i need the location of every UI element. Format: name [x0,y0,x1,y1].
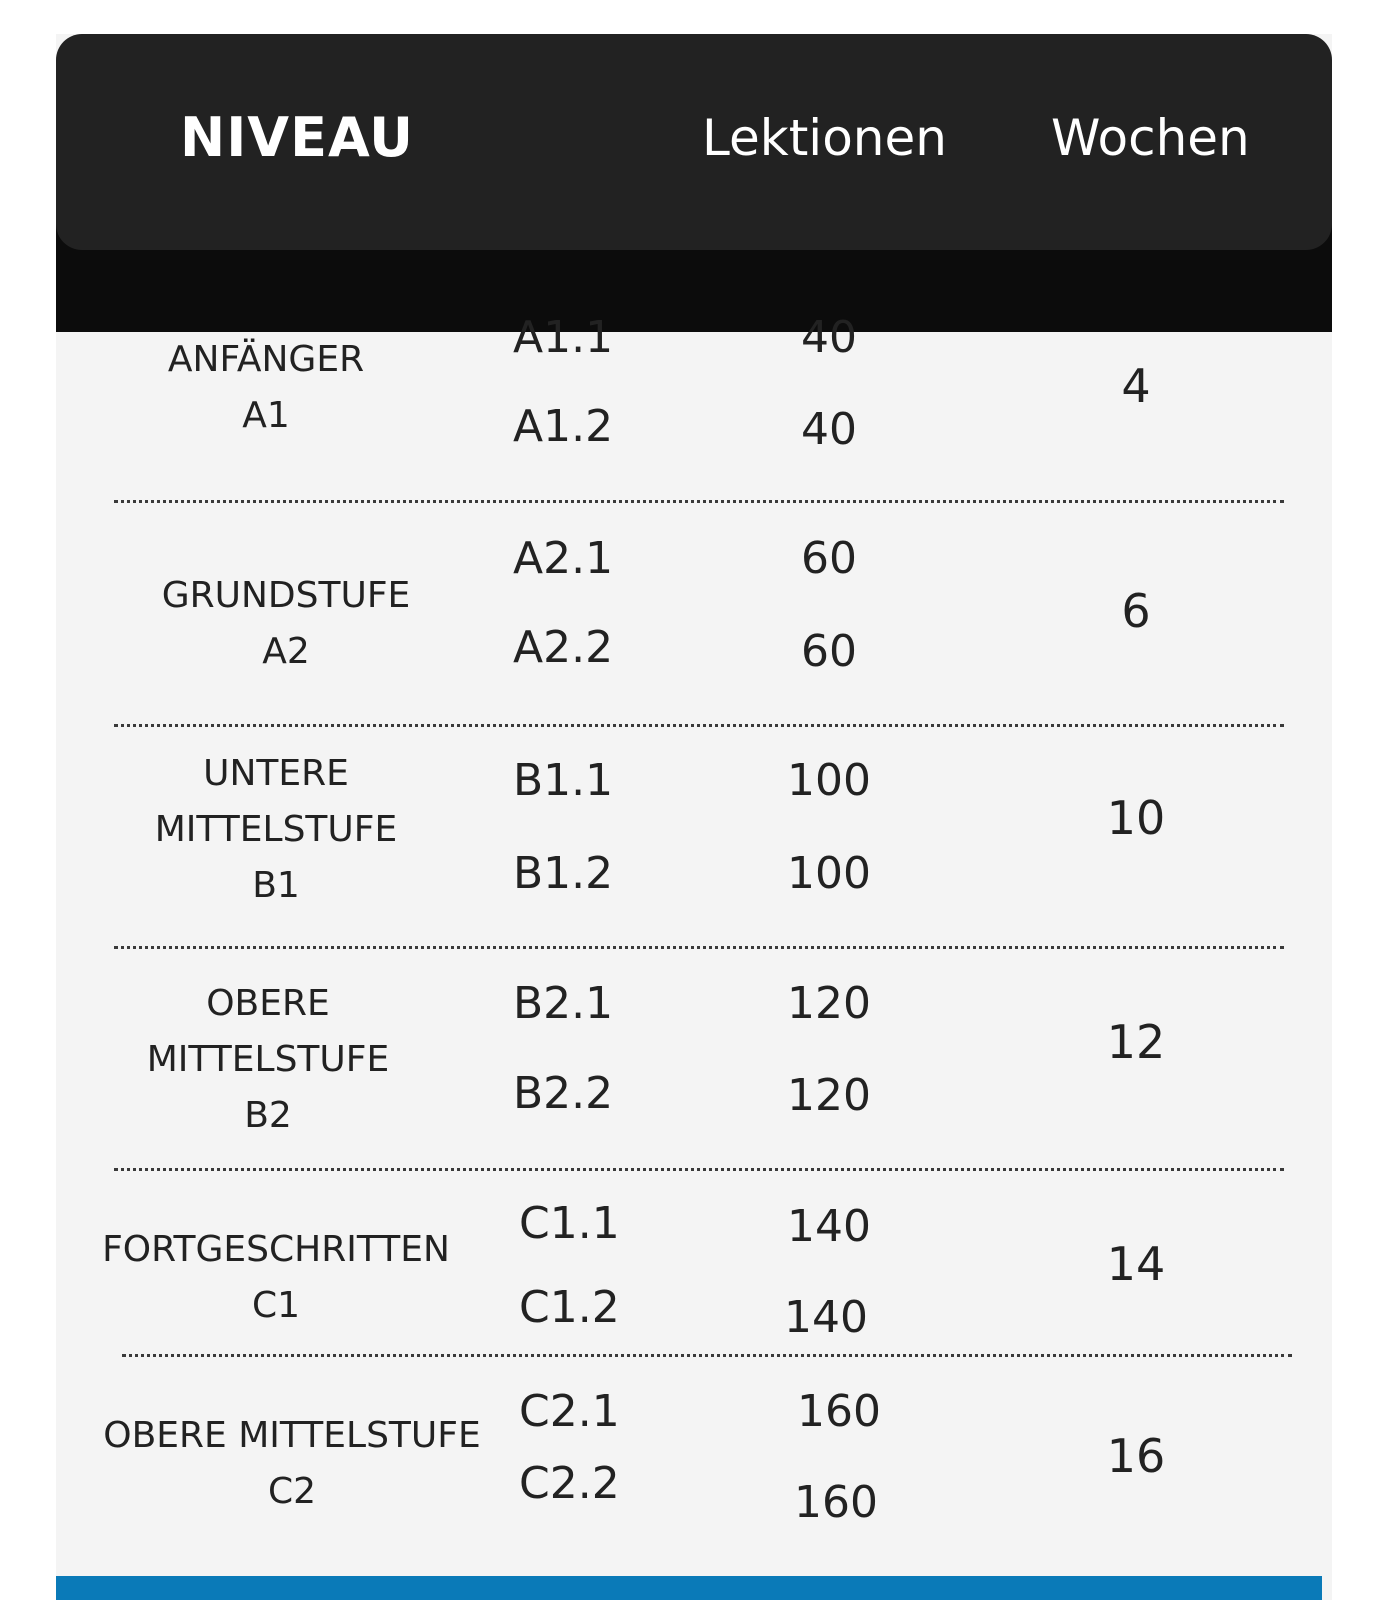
sublevel-label: A2.1 [513,533,614,584]
lektionen-value: 60 [801,626,857,677]
lektionen-value: 100 [787,848,871,899]
header-lektionen: Lektionen [702,109,947,167]
header-wochen: Wochen [1051,109,1250,167]
header-niveau: NIVEAU [180,106,414,169]
row-divider [122,1354,1292,1357]
sublevel-label: B1.1 [513,755,614,806]
sublevel-label: C1.2 [519,1282,620,1333]
wochen-value: 16 [1106,1429,1166,1483]
level-label: ANFÄNGER A1 [167,339,365,436]
course-table [56,34,1332,1600]
sublevel-label: A1.1 [513,312,614,363]
sublevel-label: B2.1 [513,978,614,1029]
sublevel-label: B2.2 [513,1068,614,1119]
lektionen-value: 140 [787,1201,871,1252]
level-label: OBERE MITTELSTUFE C2 [103,1415,481,1512]
wochen-value: 12 [1106,1015,1166,1069]
level-label: FORTGESCHRITTEN C1 [102,1229,450,1326]
sublevel-label: A1.2 [513,401,614,452]
level-label: UNTERE MITTELSTUFE B1 [154,753,398,906]
row-divider [114,724,1284,727]
lektionen-value: 40 [801,312,857,363]
sublevel-label: C2.2 [519,1458,620,1509]
row-divider [114,1168,1284,1171]
sublevel-label: C1.1 [519,1198,620,1249]
wochen-value: 14 [1106,1237,1166,1291]
row-divider [114,500,1284,503]
lektionen-value: 120 [787,1070,871,1121]
row-divider [114,946,1284,949]
lektionen-value: 160 [794,1477,878,1528]
level-label: OBERE MITTELSTUFE B2 [146,983,390,1136]
lektionen-value: 160 [797,1386,881,1437]
wochen-value: 10 [1106,791,1166,845]
sublevel-label: B1.2 [513,848,614,899]
lektionen-value: 140 [784,1292,868,1343]
sublevel-label: C2.1 [519,1386,620,1437]
wochen-value: 6 [1121,584,1151,638]
lektionen-value: 120 [787,978,871,1029]
sublevel-label: A2.2 [513,622,614,673]
lektionen-value: 100 [787,755,871,806]
table-header [56,34,1332,250]
level-label: GRUNDSTUFE A2 [161,575,411,672]
lektionen-value: 60 [801,533,857,584]
accent-bar [56,1576,1322,1600]
wochen-value: 4 [1121,359,1151,413]
lektionen-value: 40 [801,404,857,455]
